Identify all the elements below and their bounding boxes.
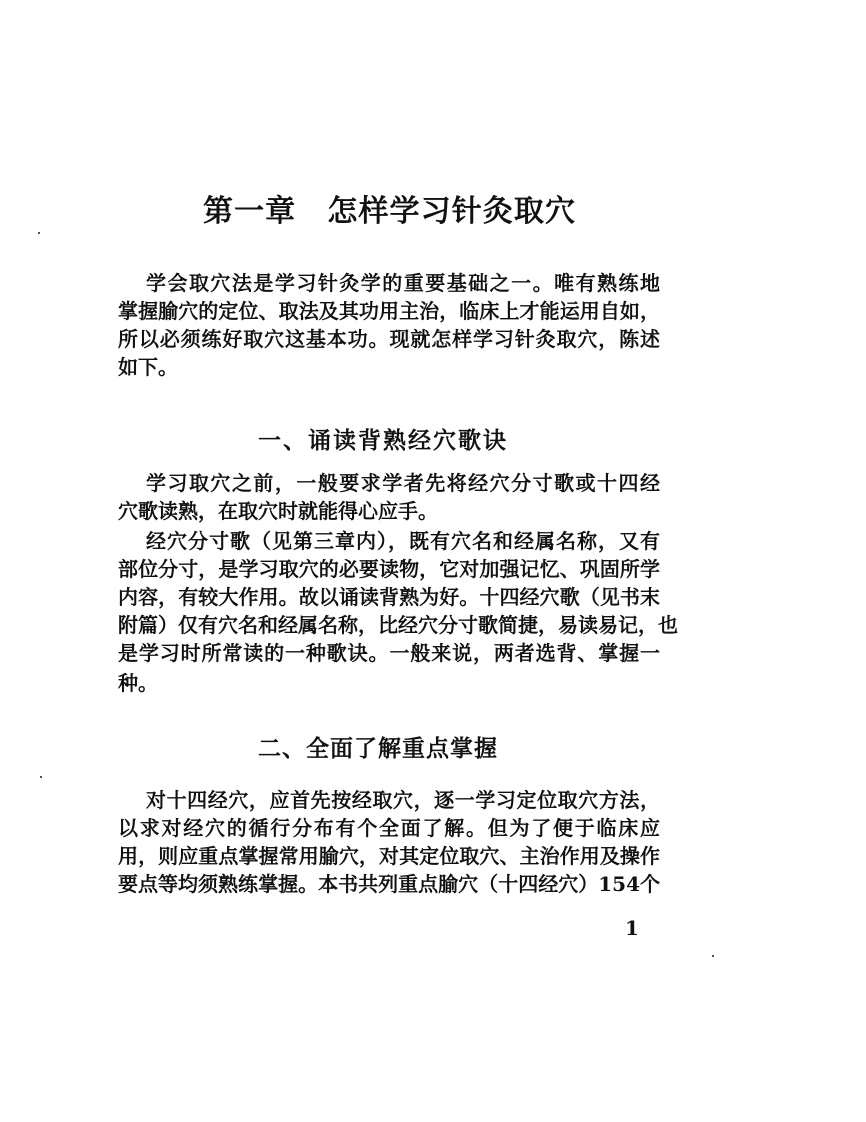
- intro-line: 掌握腧穴的定位、取法及其功用主治，临床上才能运用自如，: [118, 299, 660, 323]
- paragraph-line: 种。: [118, 671, 158, 695]
- paragraph-line: 以求对经穴的循行分布有个全面了解。但为了便于临床应: [118, 816, 660, 840]
- intro-line: 所以必须练好取穴这基本功。现就怎样学习针灸取穴，陈述: [118, 327, 660, 351]
- paragraph-line: 经穴分寸歌（见第三章内），既有穴名和经属名称，又有: [146, 529, 660, 553]
- paragraph-line: 对十四经穴，应首先按经取穴，逐一学习定位取穴方法，: [146, 788, 660, 812]
- scan-speck: [712, 955, 714, 957]
- paragraph-line: 附篇）仅有穴名和经属名称，比经穴分寸歌简捷，易读易记，也: [118, 613, 678, 637]
- page-number: 1: [625, 916, 639, 940]
- paragraph-line: 用，则应重点掌握常用腧穴，对其定位取穴、主治作用及操作: [118, 844, 660, 868]
- chapter-title: 第一章 怎样学习针灸取穴: [203, 194, 575, 229]
- scan-speck: [40, 776, 42, 778]
- section-heading-2: 二、全面了解重点掌握: [258, 735, 498, 762]
- paragraph-line: 要点等均须熟练掌握。本书共列重点腧穴（十四经穴）154个: [118, 872, 660, 896]
- intro-line: 学会取穴法是学习针灸学的重要基础之一。唯有熟练地: [146, 271, 660, 295]
- intro-line: 如下。: [118, 355, 178, 379]
- paragraph-line: 部位分寸，是学习取穴的必要读物，它对加强记忆、巩固所学: [118, 557, 660, 581]
- paragraph-line: 穴歌读熟，在取穴时就能得心应手。: [118, 499, 438, 523]
- section-heading-1: 一、诵读背熟经穴歌诀: [258, 427, 508, 454]
- paragraph-line: 学习取穴之前，一般要求学者先将经穴分寸歌或十四经: [146, 471, 660, 495]
- paragraph-line: 内容，有较大作用。故以诵读背熟为好。十四经穴歌（见书末: [118, 585, 660, 609]
- paragraph-line: 是学习时所常读的一种歌诀。一般来说，两者选背、掌握一: [118, 641, 660, 665]
- scan-speck: [38, 232, 40, 234]
